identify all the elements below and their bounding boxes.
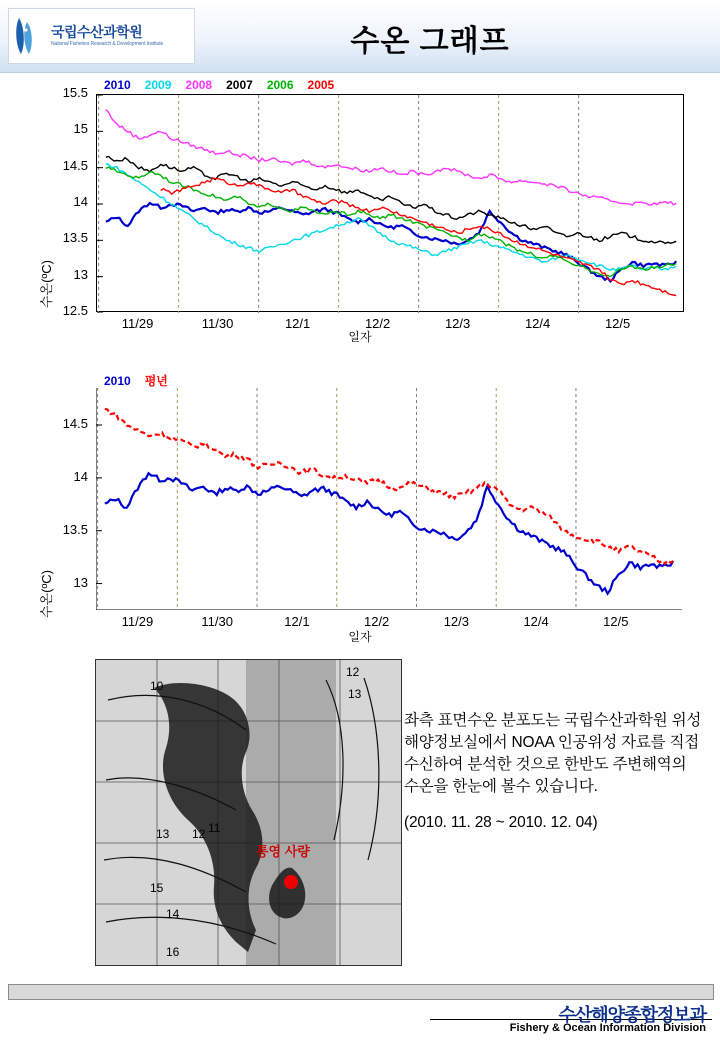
- x-tick-label: 12/4: [524, 316, 551, 331]
- description-body: 좌측 표면수온 분포도는 국립수산과학원 위성해양정보실에서 NOAA 인공위성 자료를 직접 수신하여 분석한 것으로 한반도 주변해역의 수온을 한눈에 볼수 있습니다.: [404, 712, 702, 795]
- legend-item: 2008: [185, 78, 213, 92]
- contour-label: 12: [346, 665, 360, 679]
- x-tick-label: 12/3: [444, 316, 471, 331]
- series-line: [105, 409, 673, 564]
- sst-map: [95, 659, 402, 966]
- fish-logo-icon: [13, 14, 47, 58]
- x-tick-label: 12/5: [604, 316, 631, 331]
- footer-title-kr: 수산해양종합정보과: [558, 1005, 706, 1025]
- y-tick-label: 14: [73, 194, 88, 209]
- x-tick-label: 12/4: [523, 614, 549, 629]
- y-tick-label: 12.5: [62, 303, 88, 318]
- chart1-y-axis-label: 수온(ºC): [39, 260, 54, 308]
- contour-label: 13: [348, 687, 362, 701]
- x-tick-label: 11/30: [201, 316, 234, 331]
- series-line: [106, 110, 676, 206]
- page-title: 수온 그래프: [350, 25, 510, 58]
- footer-bar: [8, 984, 714, 1000]
- series-line: [106, 157, 676, 244]
- y-tick-label: 15: [73, 121, 88, 137]
- chart-svg: [96, 388, 682, 610]
- x-tick-label: 11/29: [121, 614, 154, 629]
- legend-item: 2010: [104, 78, 131, 92]
- chart2-plot-area: [96, 388, 682, 610]
- contour-label: 16: [166, 945, 180, 959]
- y-tick-label: 13.5: [62, 521, 88, 537]
- y-tick-label: 13.5: [62, 230, 88, 246]
- y-tick-label: 14.5: [62, 157, 88, 173]
- legend-item: 2005: [307, 78, 335, 92]
- contour-label: 10: [150, 679, 164, 693]
- x-tick-label: 12/2: [363, 614, 390, 629]
- chart1-plot-area: [96, 94, 684, 312]
- contour-label: 15: [150, 881, 164, 895]
- y-tick-label: 15.5: [62, 85, 88, 100]
- description-text: [404, 710, 704, 834]
- legend-item: 2009: [144, 78, 172, 92]
- x-tick-label: 12/5: [603, 614, 629, 629]
- chart-legend: [104, 372, 182, 389]
- contour-label: 13: [156, 827, 170, 841]
- logo-title-kr: 국립수산과학원: [51, 23, 143, 40]
- y-tick-label: 14.5: [62, 416, 88, 431]
- legend-item: 2010: [104, 374, 131, 388]
- description-period: (2010. 11. 28 ~ 2010. 12. 04): [404, 814, 598, 831]
- institute-logo: [8, 8, 195, 64]
- contour-label: 14: [166, 907, 180, 921]
- x-tick-label: 11/30: [201, 614, 233, 629]
- x-tick-label: 12/1: [284, 614, 310, 629]
- chart-svg: [97, 95, 685, 313]
- x-tick-label: 12/2: [364, 316, 391, 331]
- y-tick-label: 14: [73, 468, 88, 484]
- chart1-x-axis-label: 일자: [348, 330, 372, 344]
- y-tick-label: 13: [73, 266, 88, 282]
- contour-label: 12: [192, 827, 206, 841]
- contour-label: 11: [208, 821, 221, 835]
- x-tick-label: 12/1: [284, 316, 311, 331]
- legend-item: 2007: [226, 78, 253, 92]
- station-marker: [284, 875, 298, 889]
- x-tick-label: 12/3: [443, 614, 470, 629]
- series-line: [106, 164, 676, 271]
- chart-multiyear: [0, 78, 720, 343]
- legend-item: 평년: [144, 374, 168, 388]
- y-tick-label: 13: [73, 574, 88, 590]
- series-line: [106, 167, 676, 276]
- page-header: [0, 0, 720, 73]
- x-tick-label: 11/29: [121, 316, 154, 331]
- station-label: 통영 사량: [256, 844, 310, 859]
- legend-item: 2006: [266, 78, 294, 92]
- chart2-y-axis-label: 수온(ºC): [39, 570, 54, 618]
- chart-legend: [104, 78, 348, 92]
- chart-2010-vs-normal: [0, 368, 720, 653]
- footer-title-en: Fishery & Ocean Information Division: [509, 1022, 706, 1034]
- chart2-x-axis-label: 일자: [348, 630, 372, 644]
- series-line: [105, 473, 673, 594]
- logo-title-en: National Fisheries Research & Development Institute: [51, 41, 164, 48]
